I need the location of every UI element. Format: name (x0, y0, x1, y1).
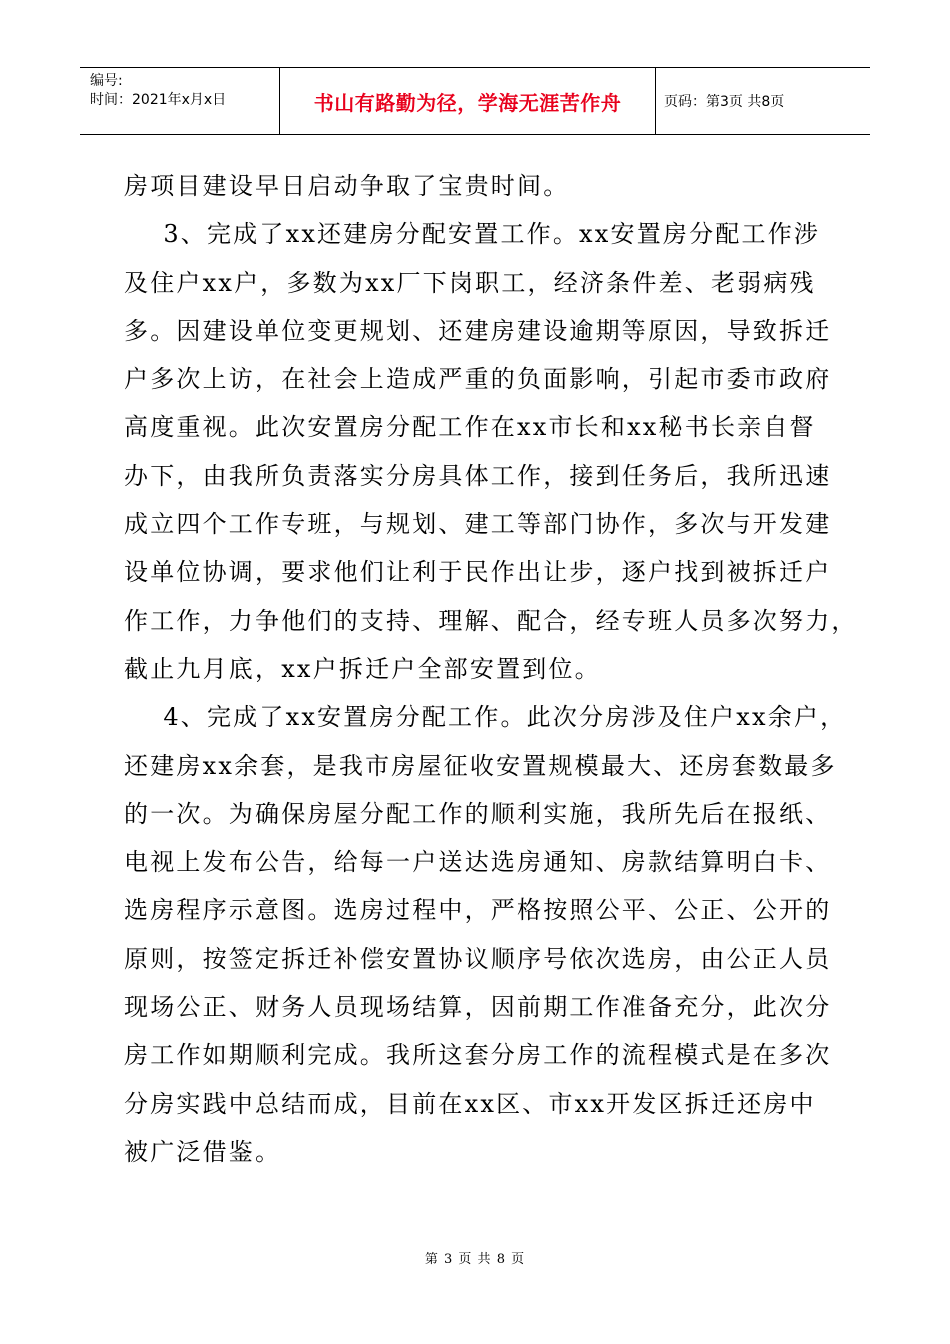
body-text-line: 4、完成了xx安置房分配工作。此次分房涉及住户xx余户， (124, 703, 847, 732)
body-text-line: 成立四个工作专班，与规划、建工等部门协作，多次与开发建 (124, 510, 832, 539)
body-text-line: 3、完成了xx还建房分配安置工作。xx安置房分配工作涉 (124, 220, 821, 249)
document-header (80, 67, 870, 135)
header-page-info: 页码：第3页 共8页 (664, 94, 785, 110)
body-text-line: 设单位协调，要求他们让利于民作出让步，逐户找到被拆迁户 (124, 558, 832, 587)
body-text-line: 办下，由我所负责落实分房具体工作，接到任务后，我所迅速 (124, 461, 832, 490)
body-text-line: 户多次上访，在社会上造成严重的负面影响，引起市委市政府 (124, 365, 832, 394)
body-text-line: 房项目建设早日启动争取了宝贵时间。 (124, 172, 570, 200)
body-text-line: 作工作，力争他们的支持、理解、配合，经专班人员多次努力， (124, 606, 858, 635)
document-time-label: 时间：2021年x月x日 (90, 92, 227, 108)
body-text-line: 分房实践中总结而成，目前在xx区、市xx开发区拆迁还房中 (124, 1089, 816, 1118)
body-text-line: 截止九月底，xx户拆迁户全部安置到位。 (124, 654, 601, 683)
body-text-line: 高度重视。此次安置房分配工作在xx市长和xx秘书长亲自督 (124, 413, 816, 442)
body-text-line: 选房程序示意图。选房过程中，严格按照公平、公正、公开的 (124, 896, 832, 925)
body-text-line: 多。因建设单位变更规划、还建房建设逾期等原因，导致拆迁 (124, 316, 832, 345)
header-motto: 书山有路勤为径，学海无涯苦作舟 (280, 68, 656, 134)
body-text-line: 被广泛借鉴。 (124, 1137, 282, 1166)
header-meta (80, 68, 280, 134)
body-text-line: 房工作如期顺利完成。我所这套分房工作的流程模式是在多次 (124, 1041, 832, 1070)
body-text-line: 现场公正、财务人员现场结算，因前期工作准备充分，此次分 (124, 993, 832, 1022)
body-text-line: 电视上发布公告，给每一户送达选房通知、房款结算明白卡、 (124, 848, 832, 877)
page-footer: 第 3 页 共 8 页 (424, 1252, 526, 1267)
body-text-line: 及住户xx户，多数为xx厂下岗职工，经济条件差、老弱病残 (124, 268, 816, 297)
body-text-line: 还建房xx余套，是我市房屋征收安置规模最大、还房套数最多 (124, 751, 837, 780)
document-body (124, 162, 858, 1176)
body-text-line: 原则，按签定拆迁补偿安置协议顺序号依次选房，由公正人员 (124, 944, 832, 973)
document-number-label: 编号: (90, 73, 123, 89)
body-text-line: 的一次。为确保房屋分配工作的顺利实施，我所先后在报纸、 (124, 799, 832, 828)
